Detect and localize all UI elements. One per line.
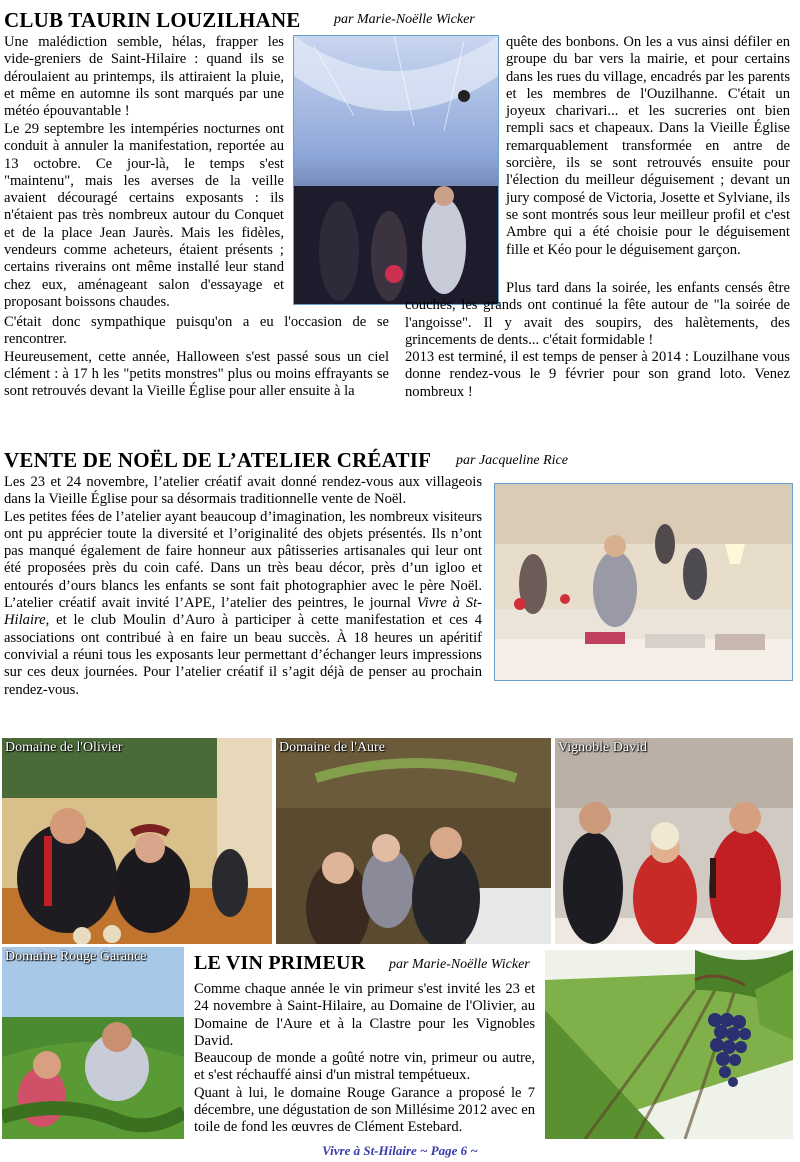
article1-paragraph: 2013 est terminé, il est temps de penser à 2014 : Louzilhane vous donne rendez-vous le 9 février pour son grand loto. Venez nombreux ! [405, 349, 790, 400]
article1-text-right-top [506, 34, 790, 259]
article3-byline: par Marie-Noëlle Wicker [389, 957, 530, 972]
article1-text-left-top [4, 34, 284, 120]
article3-paragraph: Comme chaque année le vin primeur s'est invité les 23 et 24 novembre à Saint-Hilaire, au Domaine de l'Olivier, au Domaine de l'Aure et à la Clastre pour les Vignobles David. [194, 981, 535, 1049]
photo-caption: Domaine Rouge Garance [5, 949, 147, 964]
grapes-vineyard-photo [545, 950, 793, 1139]
domaine-aure-photo [276, 738, 551, 944]
article1-text-right-bottom [405, 280, 790, 401]
article1-title: CLUB TAURIN LOUZILHANE [4, 8, 301, 32]
article1-paragraph: Le 29 septembre les intempéries nocturnes ont conduit à annuler la manifestation, reportée au 13 octobre. Ce jour-là, le temps s'est "maintenu", mais les averses de la veille avaient découragé certains exposants : ils n'étaient pas très nombreux autour du Conquet et de la place Jean Jaurès. Mais les fidèles, vendeurs comme acheteurs, étaient présents ; certains riverains ont même installé leur stand chez eux, aménageant salon d'essayage et proposant boissons chaudes. [4, 121, 284, 310]
journal-name: Vivre à St-Hilaire [4, 595, 482, 629]
article2-title: VENTE DE NOËL DE L’ATELIER CRÉATIF [4, 448, 432, 472]
domaine-rouge-garance-photo [2, 947, 184, 1139]
article1-paragraph: Plus tard dans la soirée, les enfants censés être couchés, les grands ont continué la fête autour de "la soirée de l'angoisse". Il y avait des soupirs, des halètements, des grincements de dents... c'était formidable ! [405, 280, 790, 348]
article1-paragraph: C'était donc sympathique puisqu'on a eu l'occasion de se rencontrer. [4, 314, 389, 348]
vignoble-david-photo [555, 738, 793, 944]
article1-text-left-mid [4, 121, 284, 311]
photo-caption: Domaine de l'Aure [279, 740, 385, 755]
article2-paragraph: Les 23 et 24 novembre, l’atelier créatif avait donné rendez-vous aux villageois dans la Vieille Église pour sa désormais traditionnelle vente de Noël. [4, 474, 482, 508]
article3-paragraph: Quant à lui, le domaine Rouge Garance a proposé le 7 décembre, une dégustation de son Millésime 2012 avec en toile de fond les œuvres de Clément Estebard. [194, 1084, 535, 1136]
photo-caption: Vignoble David [558, 740, 647, 755]
domaine-olivier-photo [2, 738, 272, 944]
article3-text [194, 981, 535, 1137]
article3-paragraph: Beaucoup de monde a goûté notre vin, primeur ou autre, et s'est réchauffé ainsi d'un mistral tempétueux. [194, 1050, 535, 1084]
halloween-photo [293, 35, 499, 305]
christmas-sale-photo [494, 483, 793, 681]
article1-paragraph: Heureusement, cette année, Halloween s'est passé sous un ciel clément : à 17 h les "petits monstres" plus ou moins effrayants se sont retrouvés devant la Vieille Église pour aller ensuite à la [4, 348, 389, 400]
article1-byline: par Marie-Noëlle Wicker [334, 12, 475, 27]
article2-byline: par Jacqueline Rice [456, 453, 568, 468]
article1-text-left-bottom [4, 314, 389, 400]
article2-text [4, 474, 482, 699]
article1-paragraph: Une malédiction semble, hélas, frapper les vide-greniers de Saint-Hilaire : quand ils se déroulaient au printemps, ils attiraient la pluie, et même en automne ils sont marqués par une météo épouvantable ! [4, 34, 284, 120]
article2-paragraph: Les petites fées de l’atelier ayant beaucoup d’imagination, les nombreux visiteurs ont pu apprécier toute la diversité et l’originalité des objets présentés. Ils n’ont pas manqué également de faire honneur aux pâtisseries artisanales qui leur ont été proposées près du coin café. Dans un très beau décor, près d’un igloo et entourés d’ours blancs les enfants se sont fait photographier avec le père Noël. L’atelier créatif avait invité l’APE, l’atelier des peintres, le journal Vivre à St-Hilaire, et le club Moulin d’Auro à participer à cette manifestation et ces 4 associations ont contribué à en faire un beau succès. À 18 heures un apéritif convivial a réuni tous les exposants leur permettant d’échanger leurs impressions sur ces deux journées. Pour l’atelier créatif il s’agit déjà de penser au prochain rendez-vous. [4, 508, 482, 698]
article3-title: LE VIN PRIMEUR [194, 952, 366, 974]
page-footer: Vivre à St-Hilaire ~ Page 6 ~ [322, 1143, 478, 1158]
photo-caption: Domaine de l'Olivier [5, 740, 123, 755]
article1-paragraph: quête des bonbons. On les a vus ainsi défiler en groupe du bar vers la mairie, et pour certains dans les rues du village, encadrés par les parents et les membres de l'Ouzilhanne. C'était un joyeux charivari... et les sucreries ont bien rempli sacs et chapeaux. Dans la Vieille Église remarquablement transformée en antre de sorcière, ils se sont retrouvés ensuite pour l'élection du meilleur déguisement ; devant un jury composé de Victoria, Josette et Sylviane, ils se sont montrés sous leur meilleur profil et c'est Ambre qui a été choisie pour le déguisement fille et Kéo pour le déguisement garçon. [506, 34, 790, 258]
